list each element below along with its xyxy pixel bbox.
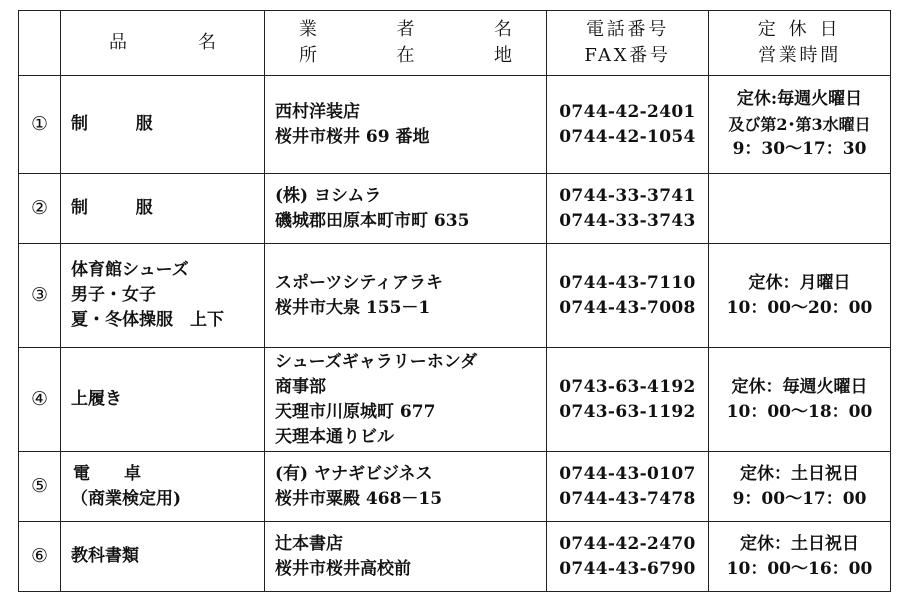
header-vendor-char: 名 <box>494 19 512 40</box>
phone-number: 0744-42-2470 <box>559 533 696 554</box>
item-name <box>61 174 265 244</box>
phone-info <box>547 244 709 348</box>
vendor-name: (有) ヤナギビジネス <box>275 463 433 484</box>
header-item-char: 名 <box>198 32 216 53</box>
header-number <box>19 11 61 76</box>
hours-text: 10：00〜16：00 <box>726 558 873 579</box>
vendor-address: 桜井市桜井高校前 <box>275 558 411 579</box>
phone-number: 0744-33-3741 <box>559 185 696 206</box>
hours-info <box>709 522 891 592</box>
table-row <box>19 348 891 452</box>
item-name <box>61 76 265 174</box>
vendor-address: 桜井市粟殿 468－15 <box>275 488 443 509</box>
header-item-name <box>61 11 265 76</box>
header-fax-line: FAX番号 <box>584 45 671 66</box>
header-address-char: 所 <box>299 45 317 66</box>
hours-info <box>709 244 891 348</box>
hours-info <box>709 348 891 452</box>
vendor-address: 磯城郡田原本町市町 635 <box>275 210 470 231</box>
vendor-name: スポーツシティアラキ <box>275 272 443 293</box>
vendor-info <box>265 174 547 244</box>
row-number: ② <box>19 174 61 244</box>
phone-info <box>547 452 709 522</box>
header-phone <box>547 11 709 76</box>
vendor-address: 天理市川原城町 677 <box>275 401 436 422</box>
vendor-info <box>265 76 547 174</box>
holiday-text: 定休：毎週火曜日 <box>731 376 868 397</box>
item-name-line: 教科書類 <box>71 546 139 566</box>
vendor-name: 西村洋装店 <box>275 101 360 122</box>
vendor-address: 桜井市桜井 69 番地 <box>275 126 430 147</box>
vendor-table-container <box>18 10 890 592</box>
vendor-name: シューズギャラリーホンダ <box>275 351 478 372</box>
phone-info <box>547 348 709 452</box>
phone-number: 0744-43-0107 <box>559 463 696 484</box>
header-phone-line: 電話番号 <box>586 19 669 40</box>
vendor-name: (株) ヨシムラ <box>275 185 382 206</box>
item-name-line: 体育館シューズ <box>71 260 189 280</box>
table-row <box>19 522 891 592</box>
row-number: ⑤ <box>19 452 61 522</box>
phone-number: 0744-42-2401 <box>559 101 696 122</box>
hours-text: 9：00〜17：00 <box>732 488 867 509</box>
holiday-extra-text: 及び第2･第3水曜日 <box>728 115 871 134</box>
hours-info <box>709 452 891 522</box>
phone-number: 0744-43-7110 <box>559 272 696 293</box>
phone-info <box>547 76 709 174</box>
header-vendor-char: 者 <box>396 19 415 40</box>
fax-number: 0744-42-1054 <box>559 126 696 147</box>
header-address-char: 地 <box>494 45 512 66</box>
header-row <box>19 11 891 76</box>
hours-text: 9：30〜17：30 <box>732 139 867 159</box>
vendor-department: 商事部 <box>275 376 326 397</box>
vendor-address: 桜井市大泉 155－1 <box>275 297 431 318</box>
vendor-info <box>265 348 547 452</box>
fax-number: 0744-43-7478 <box>559 488 696 509</box>
fax-number: 0744-33-3743 <box>559 210 696 231</box>
phone-info <box>547 522 709 592</box>
vendor-info <box>265 244 547 348</box>
item-name-line: （商業検定用) <box>71 488 182 509</box>
header-vendor-char: 業 <box>299 19 317 40</box>
holiday-text: 定休：月曜日 <box>748 272 851 293</box>
vendor-table <box>18 10 891 592</box>
header-item-char: 品 <box>109 32 127 53</box>
holiday-text: 定休：土日祝日 <box>740 463 859 484</box>
hours-text: 10：00〜20：00 <box>726 297 873 318</box>
item-name-line: 夏・冬体操服 上下 <box>71 310 224 330</box>
vendor-info <box>265 522 547 592</box>
table-row <box>19 174 891 244</box>
row-number: ④ <box>19 348 61 452</box>
item-name-line: 上履き <box>71 389 122 409</box>
header-hours <box>709 11 891 76</box>
hours-text: 10：00〜18：00 <box>726 401 873 422</box>
row-number: ③ <box>19 244 61 348</box>
holiday-text: 定休:毎週火曜日 <box>736 89 863 109</box>
vendor-building: 天理本通りビル <box>275 426 394 447</box>
hours-info-empty <box>709 174 891 244</box>
row-number: ⑥ <box>19 522 61 592</box>
phone-number: 0743-63-4192 <box>559 376 696 397</box>
phone-info <box>547 174 709 244</box>
vendor-name: 辻本書店 <box>275 533 343 554</box>
holiday-text: 定休：土日祝日 <box>740 533 859 554</box>
header-holiday-line: 定 休 日 <box>757 19 842 40</box>
vendor-info <box>265 452 547 522</box>
item-name <box>61 452 265 522</box>
header-hours-line: 営業時間 <box>758 45 841 66</box>
fax-number: 0744-43-7008 <box>559 297 696 318</box>
item-name <box>61 244 265 348</box>
item-name-line: 制 服 <box>71 198 168 218</box>
item-name <box>61 522 265 592</box>
hours-info <box>709 76 891 174</box>
item-name-line: 男子・女子 <box>71 285 156 305</box>
header-vendor <box>265 11 547 76</box>
header-address-char: 在 <box>396 45 415 66</box>
row-number: ① <box>19 76 61 174</box>
item-name-line: 電 卓 <box>73 463 141 484</box>
table-row <box>19 76 891 174</box>
fax-number: 0744-43-6790 <box>559 558 696 579</box>
fax-number: 0743-63-1192 <box>559 401 696 422</box>
table-row <box>19 452 891 522</box>
item-name <box>61 348 265 452</box>
table-row <box>19 244 891 348</box>
item-name-line: 制 服 <box>71 114 168 134</box>
